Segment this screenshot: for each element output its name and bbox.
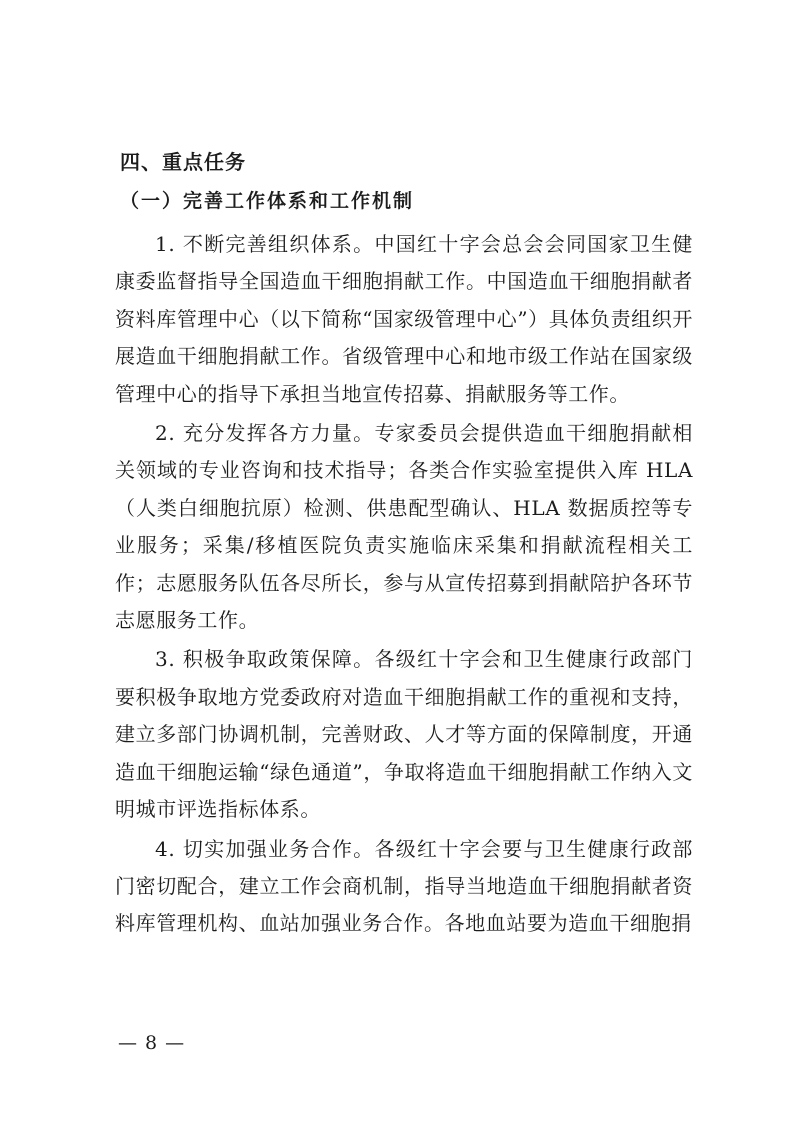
- page-number: — 8 —: [118, 1032, 186, 1054]
- document-body: [115, 226, 693, 945]
- paragraph-3: [115, 641, 693, 828]
- paragraph-text: 中国红十字会总会会同国家卫生健康委监督指导全国造血干细胞捐献工作。中国造血干细胞捐献者资料库管理中心（以下简称“国家级管理中心”）具体负责组织开展造血干细胞捐献工作。省级管理中心和地市级工作站在国家级管理中心的指导下承担当地宣传招募、捐献服务等工作。: [115, 232, 694, 406]
- paragraph-text: 各级红十字会要与卫生健康行政部门密切配合，建立工作会商机制，指导当地造血干细胞捐献者资料库管理机构、血站加强业务合作。各地血站要为造血干细胞捐: [115, 836, 694, 936]
- paragraph-text: 各级红十字会和卫生健康行政部门要积极争取地方党委政府对造血干细胞捐献工作的重视和支持，建立多部门协调机制，完善财政、人才等方面的保障制度，开通造血干细胞运输“绿色通道”，争取将造血干细胞捐献工作纳入文明城市评选指标体系。: [115, 647, 694, 822]
- paragraph-2: [115, 415, 693, 639]
- paragraph-lead: 3. 积极争取政策保障。: [155, 647, 375, 672]
- subsection-title: （一）完善工作体系和工作机制: [120, 190, 415, 212]
- paragraph-1: [115, 226, 693, 413]
- paragraph-lead: 4. 切实加强业务合作。: [155, 836, 375, 861]
- paragraph-lead: 2. 充分发挥各方力量。: [155, 421, 375, 446]
- section-title: 四、重点任务: [120, 150, 246, 174]
- paragraph-lead: 1. 不断完善组织体系。: [155, 232, 375, 256]
- paragraph-4: [115, 831, 693, 943]
- paragraph-text: 专家委员会提供造血干细胞捐献相关领域的专业咨询和技术指导；各类合作实验室提供入库 HLA（人类白细胞抗原）检测、供患配型确认、HLA 数据质控等专业服务；采集/移植医院负责实施临床采集和捐献流程相关工作；志愿服务队伍各尽所长，参与从宣传招募到捐献陪护各环节志愿服务工作。: [115, 421, 694, 633]
